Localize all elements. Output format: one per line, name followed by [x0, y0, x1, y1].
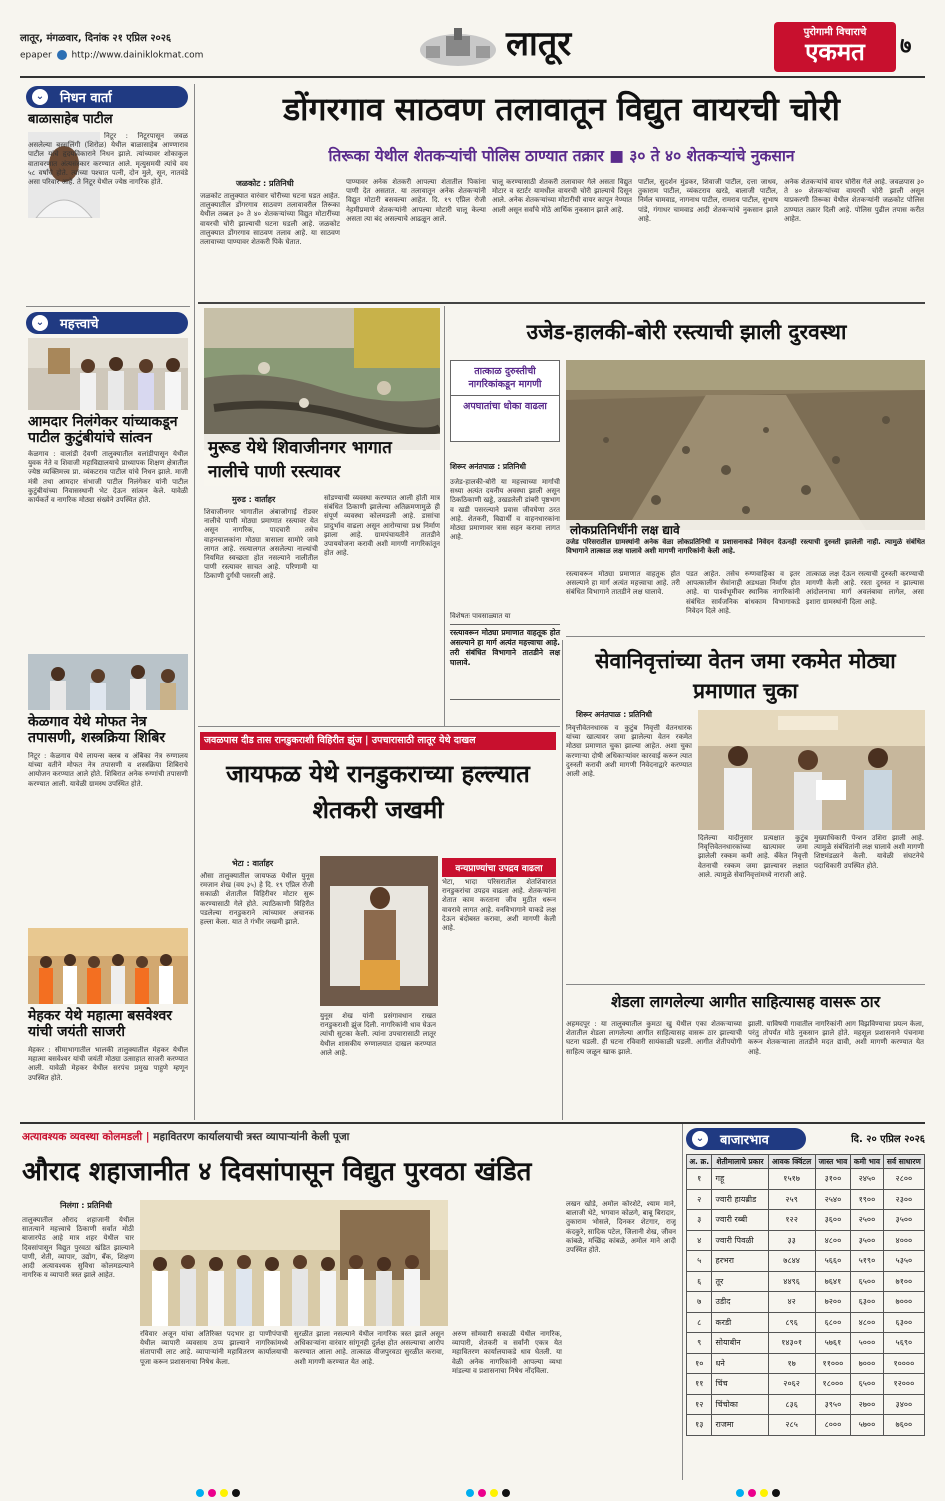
market-cell: ६५००	[851, 1374, 884, 1395]
market-cell: ७	[687, 1292, 712, 1313]
market-row	[687, 1374, 925, 1395]
market-cell: ५	[687, 1251, 712, 1272]
market-row	[687, 1292, 925, 1313]
basaveshwar-photo	[28, 928, 188, 1004]
market-cell: ६३००	[851, 1292, 884, 1313]
lead-bottom-rule	[198, 302, 925, 304]
market-cell: १	[687, 1169, 712, 1190]
murud-rule	[444, 306, 445, 726]
market-cell: ५६९०	[883, 1333, 924, 1354]
murud-col-1: शिवाजीनगर भागातील अंबाजोगाई रोडवर नालीचे पाणी मोठ्या प्रमाणात रस्त्यावर येत असून नागरिक, पादचारी तसेच वाहनचालकांना मोठ्या त्रासाला सामोरे जावे लागत आहे. रस्त्यालगत असलेल्या नाल्यांची नियमित स्वच्छता होत नसल्याने नालीतील पाणी रस्त्यावर साचत आहे. परिणामी या ठिकाणी दुर्गंधी पसरली आहे.	[204, 508, 318, 581]
market-cell: ७२००	[815, 1292, 850, 1313]
market-cell: ३१००	[815, 1169, 850, 1190]
chevron-down-icon: ⌄	[32, 315, 48, 331]
market-cell: ज्वारी रब्बी	[712, 1210, 768, 1231]
market-row	[687, 1251, 925, 1272]
market-cell: करडी	[712, 1312, 768, 1333]
murud-drain-photo	[204, 308, 440, 450]
market-cell: राजमा	[712, 1415, 768, 1436]
market-cell: ६८००	[815, 1312, 850, 1333]
lead-col-1: जळकोट तालुक्यात वारंवार चोरीच्या घटना घडत आहेत. तालुक्यातील डोंगरगाव साठवण तलावावरील तिरूका येथील तब्बल ३० ते ४० शेतकऱ्यांच्या विद्युत मोटारींच्या वायरची चोरी झाल्याची घटना घडली आहे. जळकोट तालुक्यात डोंगरगाव साठवण तलाव आहे. या साठवण तलावाच्या पाण्यावर शेतकरी पिके घेतात.	[200, 192, 340, 247]
masthead	[20, 22, 925, 74]
market-column-header: कमी भाव	[851, 1155, 884, 1169]
market-cell: ७०००	[851, 1353, 884, 1374]
chevron-down-icon: ⌄	[692, 1131, 708, 1147]
market-cell: ५०००	[851, 1333, 884, 1354]
market-cell: २५४०	[815, 1189, 850, 1210]
market-cell: ३५००	[851, 1230, 884, 1251]
market-cell: चिंच	[712, 1374, 768, 1395]
market-cell: ३	[687, 1210, 712, 1231]
market-cell: ११	[687, 1374, 712, 1395]
jaifal-injured-photo	[320, 856, 438, 1006]
market-cell: ५१९०	[851, 1251, 884, 1272]
nidhan-name: बाळासाहेब पाटील	[28, 112, 113, 127]
market-cell: ८	[687, 1312, 712, 1333]
murud-byline: मुरुड : वार्ताहर	[232, 495, 276, 504]
mahatvache-header: ⌄ महत्त्वाचे	[26, 312, 188, 334]
city-name: लातूर	[506, 24, 572, 64]
market-cell: धने	[712, 1353, 768, 1374]
market-cell: ३३	[768, 1230, 815, 1251]
lead-subhead: तिरूका येथील शेतकऱ्यांची पोलिस ठाण्यात तक्रार ■ ३० ते ४० शेतकऱ्यांचे नुकसान	[328, 147, 795, 165]
market-row	[687, 1394, 925, 1415]
market-date: दि. २० एप्रिल २०२६	[851, 1134, 925, 1145]
aurad-byline: निलंगा : प्रतिनिधी	[60, 1201, 112, 1210]
market-column-header: आवक क्विंटल	[768, 1155, 815, 1169]
epaper-line	[20, 50, 203, 61]
ujed-highlight	[450, 624, 560, 700]
market-cell: ७०००	[883, 1292, 924, 1313]
eye-camp-photo	[28, 654, 188, 710]
ujed-quote-label: विशेषतः पावसाळ्यात या	[450, 612, 511, 620]
market-column-header: जास्त भाव	[815, 1155, 850, 1169]
market-cell: तूर	[712, 1271, 768, 1292]
market-cell: १३	[687, 1415, 712, 1436]
seva-byline: शिरूर अनंतपाळ : प्रतिनिधी	[576, 710, 652, 719]
epaper-label: epaper	[20, 50, 52, 61]
eye-camp-body: निटूर : केळगाव येथे लायन्स क्लब व अंबिका नेत्र रुग्णालय यांच्या वतीने मोफत नेत्र तपासणी व शस्त्रक्रिया शिबिराचे आयोजन करण्यात आले होते. शिबिरात अनेक रुग्णांची तपासणी करण्यात आली. यावेळी ग्रामस्थ उपस्थित होते.	[28, 752, 188, 788]
aurad-col-5: लखन खोडे, अमोल कोरशेटे, श्याम माने, बालाजी थेटे, भगवान कोळगे, बाबू बिरादार, तुकाराम भोसले, दिनकर शेटगार, राजू कंदकुरे, सादिक पटेल, जिलानी शेख, जीवन कांबळे, मच्छिंद्र कांबळे, अमोल माने आदी उपस्थित होते.	[566, 1200, 676, 1255]
market-cell: ६५००	[851, 1271, 884, 1292]
brand-box	[774, 22, 896, 72]
sidebar-rule	[194, 84, 195, 1120]
nidhan-body-wrap	[28, 218, 188, 302]
ujed-col-1: रस्त्यावरून मोठ्या प्रमाणात वाहतूक होत असल्याने हा मार्ग अत्यंत महत्त्वाचा आहे. तरी संबंधित विभागाने तातडीने लक्ष घालावे.	[566, 570, 680, 597]
market-cell: ७१००	[883, 1271, 924, 1292]
seva-memorandum-photo	[698, 710, 925, 830]
jaifal-col-1: औसा तालुक्यातील जायफळ येथील युनूस रमजान शेख (वय ३५) हे दि. १९ एप्रिल रोजी सकाळी शेतातील विहिरीवर मोटार सुरू करण्यासाठी गेले होते. त्याठिकाणी विहिरीत पडलेल्या रानडुकराने त्यांच्यावर अचानक हल्ला केला. यात ते गंभीर जखमी झाले.	[200, 872, 314, 927]
market-cell: ३४००	[883, 1394, 924, 1415]
market-cell: ४०००	[883, 1230, 924, 1251]
market-row	[687, 1312, 925, 1333]
ujed-caption-title: लोकप्रतिनिधींनी लक्ष द्यावे	[566, 520, 925, 539]
market-cell: ८०००	[815, 1415, 850, 1436]
market-rule	[682, 1124, 683, 1480]
shedla-headline: शेडला लागलेल्या आगीत साहित्यासह वासरू ठार	[610, 993, 881, 1011]
nidhan-body: निटूर : निटूरपासून जवळ असलेल्या बस्सलिंगी (शिरोळ) येथील बाळासाहेब आण्णाराव पाटील यांचे हृदयविकाराने निधन झाले. त्यांच्यावर शोकाकुल वातावरणात अंत्यसंस्कार करण्यात आले. मृत्युसमयी त्यांचे वय ५८ वर्षांचे होते. त्यांच्या पश्चात पत्नी, दोन मुले, सून, नातवंडे असा परिवार आहे. ते निटूर येथील ज्येष्ठ नागरिक होते.	[28, 132, 188, 187]
aurad-kicker-red: अत्यावश्यक व्यवस्था कोलमडली	[22, 1131, 143, 1143]
market-cell: ५६६०	[815, 1251, 850, 1272]
ujed-highlight-text: रस्त्यावरून मोठ्या प्रमाणात वाहतूक होत असल्याने हा मार्ग अत्यंत महत्त्वाचा आहे. तरी संबंधित विभागाने तातडीने लक्ष घालावे.	[450, 628, 560, 667]
market-cell: २५९	[768, 1189, 815, 1210]
murud-col-2: सोडण्याची व्यवस्था करण्यात आली होती मात्र संबंधित ठिकाणी झालेल्या अतिक्रमणामुळे ही संपूर्ण व्यवस्था कोलमडली आहे. डासांचा प्रादुर्भाव वाढला असून आरोग्याचा प्रश्न निर्माण झाला आहे. ग्रामपंचायतीने तातडीने उपाययोजना करावी अशी मागणी नागरिकांतून होत आहे.	[324, 494, 440, 558]
market-cell: गहू	[712, 1169, 768, 1190]
market-cell: ११०००	[815, 1353, 850, 1374]
aurad-col-3: सुरळीत झाला नसल्याने येथील नागरिक त्रस्त झाले असून अधिकाऱ्यांना वारंवार सांगूनही दुर्लक्ष होत असल्याचा आरोप करण्यात आला आहे. तात्काळ वीजपुरवठा सुरळीत करावा, अशी मागणी करण्यात येत आहे.	[294, 1330, 444, 1366]
market-title-bar	[686, 1128, 925, 1150]
ujed-col-3: तात्काळ लक्ष देऊन रस्त्याची दुरुस्ती करण्याची मागणी केली आहे. रस्ता दुरुस्त न झाल्यास आंदोलनाचा मार्ग अवलंबावा लागेल, असा इशारा ग्रामस्थांनी दिला आहे.	[806, 570, 924, 606]
market-row	[687, 1353, 925, 1374]
market-cell: ज्वारी हायब्रीड	[712, 1189, 768, 1210]
market-cell: ४२	[768, 1292, 815, 1313]
ujed-callout-box	[450, 360, 560, 442]
aurad-headline: औराद शहाजानीत ४ दिवसांपासून विद्युत पुरवठा खंडित	[22, 1157, 532, 1187]
market-cell: ६	[687, 1271, 712, 1292]
market-cell: ८९६	[768, 1312, 815, 1333]
market-cell: १२२	[768, 1210, 815, 1231]
market-cell: १००००	[883, 1353, 924, 1374]
date-line: लातूर, मंगळवार, दिनांक २१ एप्रिल २०२६	[20, 33, 172, 44]
market-cell: ७६००	[883, 1415, 924, 1436]
market-cell: ३९५०	[815, 1394, 850, 1415]
market-cell: २८००	[883, 1169, 924, 1190]
seva-rule	[562, 640, 563, 1120]
city-emblem	[418, 24, 498, 68]
nidhan-header: ⌄ निधन वार्ता	[26, 86, 188, 108]
registration-strip	[0, 1484, 945, 1496]
market-cell: ७८४४	[768, 1251, 815, 1272]
aurad-col-2: रविवार अजून यांचा अतिरिक्त पदभार हा पाणीपंपाची येथील व्यापारी व्यवसाय ठप्प झाल्याने नागरिकांमध्ये संतापाची लाट आहे. व्यापाऱ्यांनी महावितरण कार्यालयाची पूजा करून प्रशासनाचा निषेध केला.	[140, 1330, 288, 1366]
market-cell: २०६२	[768, 1374, 815, 1395]
ujed-byline: शिरूर अनंतपाळ : प्रतिनिधी	[450, 462, 526, 471]
market-column-header: शेतीमालाचे प्रकार	[712, 1155, 768, 1169]
market-cell: ६३००	[883, 1312, 924, 1333]
eye-camp-title: केळगाव येथे मोफत नेत्र तपासणी, शस्त्रक्रिया शिबिर	[28, 714, 166, 746]
mla-visit-photo	[28, 338, 188, 410]
shedla-col-1: अहमदपूर : या तालुक्यातील कुमठा खु येथील एका शेतकऱ्याच्या शेतातील शेडला लागलेल्या आगीत साहित्यासह वासरू ठार झाल्याची घटना घडली. ही घटना रविवारी सायंकाळी घडली. आगीत शेतीपयोगी साहित्य जळून खाक झाले.	[566, 1020, 742, 1056]
bottom-section-rule	[20, 1122, 925, 1124]
jaifal-badge: वन्यप्राण्यांचा उपद्रव वाढला	[442, 858, 556, 877]
brand-tagline: पुरोगामी विचाराचे	[803, 27, 867, 38]
sidebar-divider	[26, 306, 190, 307]
market-cell: १७	[768, 1353, 815, 1374]
jaifal-col-2: युनूस शेख यांनी प्रसंगावधान राखत रानडुकराशी झुंज दिली. नागरिकांनी धाव घेऊन त्यांची सुटका केली. त्यांना उपचारासाठी लातूर येथील शासकीय रुग्णालयात दाखल करण्यात आले आहे.	[320, 1012, 436, 1057]
market-cell: ज्वारी पिवळी	[712, 1230, 768, 1251]
market-row	[687, 1169, 925, 1190]
chevron-down-icon: ⌄	[32, 89, 48, 105]
market-cell: ५७००	[851, 1415, 884, 1436]
market-cell: २	[687, 1189, 712, 1210]
market-cell: ५७६१	[815, 1333, 850, 1354]
market-cell: २५००	[851, 1210, 884, 1231]
market-cell: १२	[687, 1394, 712, 1415]
ujed-col-2: पडत आहेत. तसेच रुग्णवाहिका व इतर आपत्कालीन सेवांनाही अडथळा निर्माण होत आहे. या पार्श्वभूमीवर स्थानिक नागरिकांनी संबंधित सार्वजनिक बांधकाम विभागाकडे निवेदन दिले आहे.	[686, 570, 800, 615]
mla-visit-body: केळगाव : वालांडी देवणी तालुक्यातील वलांडीपासून येथील युवक नेते व शिवाजी महाविद्यालयाचे प्राध्यापक शिक्षण क्षेत्रातील ज्येष्ठ व्यक्तिमत्त्व प्रा. व्यंकटराव पाटील यांचे निधन झाले. माजी मंत्री तथा आमदार संभाजी पाटील निलंगेकर यांनी पाटील कुटुंबीयांच्या निवासस्थानी भेट देऊन सांत्वन केले. यावेळी कार्यकर्ते व नागरिक मोठ्या संख्येने उपस्थित होते.	[28, 450, 188, 505]
market-cell: ४४९६	[768, 1271, 815, 1292]
market-cell: ३५००	[883, 1210, 924, 1231]
jaifal-top-rule	[198, 726, 560, 727]
lead-col-3: चालू करण्यासाठी शेतकरी तलावावर गेले असता विद्युत मोटार व स्टार्टर यामधील वायरची चोरी झाल्याचे दिसून आले. अनेक शेतकऱ्यांच्या मोटारीची वायर कापून नेण्यात आली असून सर्वांचे मोठे आर्थिक नुकसान झाले आहे.	[492, 178, 632, 214]
brand-logo: एकमत	[805, 38, 865, 66]
market-cell: १०	[687, 1353, 712, 1374]
market-cell: २७००	[851, 1394, 884, 1415]
market-cell: उडीद	[712, 1292, 768, 1313]
market-column-header: सर्व साधारण	[883, 1155, 924, 1169]
market-cell: ९	[687, 1333, 712, 1354]
market-cell: १९००	[851, 1189, 884, 1210]
lead-headline: डोंगरगाव साठवण तलावातून विद्युत वायरची चोरी	[283, 90, 840, 128]
jaifal-headline: जायफळ येथे रानडुकराच्या हल्ल्यात शेतकरी जखमी	[226, 760, 530, 824]
market-cell: ४८००	[815, 1230, 850, 1251]
market-cell: ५३५०	[883, 1251, 924, 1272]
globe-icon	[57, 50, 67, 60]
lead-byline: जळकोट : प्रतिनिधी	[236, 179, 294, 188]
market-table	[686, 1154, 925, 1436]
aurad-protest-photo	[140, 1200, 448, 1326]
market-row	[687, 1210, 925, 1231]
market-cell: सोयाबीन	[712, 1333, 768, 1354]
shedla-col-2: झाली. याविषयी गावातील नागरिकांनी आग विझविण्याचा प्रयत्न केला, परंतु तोपर्यंत मोठे नुकसान झाले होते. महसूल प्रशासनाने पंचनामा करून शेतकऱ्याला तातडीने मदत द्यावी, अशी मागणी करण्यात येत आहे.	[748, 1020, 924, 1056]
ujed-callout-1: तात्काळ दुरुस्तीची नागरिकांकडून मागणी	[468, 366, 542, 390]
market-row	[687, 1415, 925, 1436]
market-cell: ४	[687, 1230, 712, 1251]
market-cell: १४३०१	[768, 1333, 815, 1354]
market-cell: ८३६	[768, 1394, 815, 1415]
shedla-top-rule	[566, 984, 925, 985]
masthead-rule	[20, 76, 925, 78]
basaveshwar-body: मेहकर : सीमाभागातील भालकी तालुक्यातील मेहकर येथील महात्मा बसवेश्वर यांची जयंती मोठ्या उत्साहात साजरी करण्यात आली. यावेळी मेहकर येथील सरपंच प्रमुख पाहुणे म्हणून उपस्थित होते.	[28, 1046, 188, 1082]
aurad-col-1: तालुक्यातील औराद शहाजानी येथील सातत्याने महत्त्वाचे ठिकाणी सर्वात मोठी बाजारपेठ आहे मात्र शहर येथील चार दिवसांपासून विद्युत पुरवठा खंडित झाल्याने पाणी, शेती, व्यापार, उद्योग, बँक, शिक्षण आदी अत्यावश्यक सुविधा कोलमडल्याने नागरिक व व्यापारी त्रस्त झाले आहेत.	[22, 1216, 134, 1280]
market-title: ⌄ बाजारभाव	[686, 1128, 806, 1150]
jaifal-kicker: जवळपास दीड तास रानडुकराशी विहिरीत झुंज | उपचारासाठी लातूर येथे दाखल	[200, 732, 556, 750]
jaifal-byline: भेटा : वार्ताहर	[232, 859, 274, 868]
market-box	[686, 1128, 925, 1478]
market-cell: २८५	[768, 1415, 815, 1436]
ujed-caption: उजेड परिसरातील ग्रामस्थांनी अनेक वेळा लोकप्रतिनिधी व प्रशासनाकडे निवेदन देऊनही रस्त्याची दुरुस्ती झालेली नाही. त्यामुळे संबंधित विभागाने तात्काळ लक्ष घालावे अशी मागणी नागरिकांनी केली आहे.	[566, 538, 925, 556]
ujed-body: उजेड-हालकी-बोरी या महत्त्वाच्या मार्गाची सध्या अत्यंत दयनीय अवस्था झाली असून ठिकठिकाणी खड्डे, उखडलेली डांबरी पृष्ठभाग व खडी पसरल्याने प्रवास जीवघेणा ठरत आहे. शेतकरी, विद्यार्थी व वाहनधारकांना मोठ्या प्रमाणावर त्रास सहन करावा लागत आहे.	[450, 478, 560, 542]
mla-visit-title: आमदार निलंगेकर यांच्याकडून पाटील कुटुंबीयांचे सांत्वन	[28, 414, 178, 446]
market-cell: हरभरा	[712, 1251, 768, 1272]
epaper-url[interactable]: http://www.dainiklokmat.com	[71, 50, 204, 61]
market-column-header: अ. क्र.	[687, 1155, 712, 1169]
market-cell: २३००	[883, 1189, 924, 1210]
market-row	[687, 1230, 925, 1251]
market-cell: ४८००	[851, 1312, 884, 1333]
seva-col-3: मुख्याधिकारी पेन्शन उशिरा झाली आहे. त्यामुळे संबंधितांनी लक्ष घालावे अशी मागणी शिष्टमंडळाने केली. यावेळी संघटनेचे पदाधिकारी उपस्थित होते.	[814, 834, 924, 870]
seva-col-1: निवृत्तीवेतनधारक व कुटुंब निवृत्ती वेतनधारक यांच्या खात्यावर जमा झालेल्या वेतन रकमेत मोठ्या प्रमाणात चुका झाल्या आहेत. अशा चुका करणाऱ्या दोषी अधिकाऱ्यांवर कारवाई करून त्यात दुरुस्ती करावी अशी मागणी निवेदनाद्वारे करण्यात आली आहे.	[566, 724, 692, 779]
market-row	[687, 1189, 925, 1210]
ujed-headline: उजेड-हालकी-बोरी रस्त्याची झाली दुरवस्था	[526, 320, 847, 344]
jaifal-col-3: भेटा, भादा परिसरातील शेतशिवारात रानडुकरांचा उपद्रव वाढला आहे. शेतकऱ्यांना शेतात काम करताना जीव मुठीत धरून वावरावे लागत आहे. वनविभागाने याकडे लक्ष देऊन बंदोबस्त करावा, अशी मागणी केली आहे.	[442, 878, 556, 933]
market-cell: ७६४१	[815, 1271, 850, 1292]
ujed-callout-2: अपघातांचा धोका वाढला	[463, 401, 547, 412]
lead-col-4: पाटील, सुदर्शन मुंडकर, शिवाजी पाटील, दत्ता जाधव, तुकाराम पाटील, व्यंकटराव खरडे, बालाजी पाटील, निर्मल चामवाड, नागनाथ पाटील, रामराव पाटील, सुभाष पांडे, गंगाधर चामवाड आदी शेतकऱ्यांचे नुकसान झाले आहे.	[638, 178, 778, 223]
basaveshwar-title: मेहकर येथे महात्मा बसवेश्वर यांची जयंती साजरी	[28, 1008, 173, 1040]
market-cell: १८०००	[815, 1374, 850, 1395]
market-cell: चिंचोका	[712, 1394, 768, 1415]
ujed-road-photo	[566, 360, 925, 530]
page-number: ७	[900, 34, 912, 59]
aurad-kicker: अत्यावश्यक व्यवस्था कोलमडली | महावितरण कार्यालयाची त्रस्त व्यापाऱ्यांनी केली पूजा	[22, 1131, 350, 1143]
market-row	[687, 1271, 925, 1292]
lead-col-5: अनेक शेतकऱ्यांचे वायर चोरीस गेले आहे. जवळपास ३० ते ४० शेतकऱ्यांच्या वायरची चोरी झाली असून याप्रकरणी तिरूका येथील शेतकऱ्यांनी जळकोट पोलिस ठाण्यात तक्रार दिली आहे. पोलिस पुढील तपास करीत आहेत.	[784, 178, 924, 223]
aurad-col-4: अरुण सोमवारी सकाळी येथील नागरिक, व्यापारी, शेतकरी व सर्वांनी एकत्र येत महावितरण कार्यालयाकडे धाव घेतली. या वेळी अनेक नागरिकांनी आपल्या व्यथा मांडल्या व प्रशासनाचा निषेध नोंदविला.	[452, 1330, 562, 1375]
market-cell: ३६००	[815, 1210, 850, 1231]
seva-col-2: दिलेल्या यादीनुसार प्रत्यक्षात कुटुंब निवृत्तिवेतनधारकांच्या खात्यावर जमा झालेली रक्कम कमी आहे. बँकेत निवृत्ती वेतनाची रक्कम जमा झाल्यावर लक्षात आले. त्यामुळे सेवानिवृत्तांमध्ये नाराजी आहे.	[698, 834, 808, 879]
murud-headline: मुरूड येथे शिवाजीनगर भागात नालीचे पाणी रस्त्यावर	[204, 434, 440, 486]
market-row	[687, 1333, 925, 1354]
seva-headline: सेवानिवृत्तांच्या वेतन जमा रकमेत मोठ्या प्रमाणात चुका	[595, 649, 896, 703]
market-cell: १५१७	[768, 1169, 815, 1190]
ujed-bottom-rule	[566, 636, 925, 637]
market-cell: १२०००	[883, 1374, 924, 1395]
lead-col-2: पाण्यावर अनेक शेतकरी आपल्या शेतातील पिकांना पाणी देत असतात. या तलावातून अनेक शेतकऱ्यांनी विद्युत मोटारी बसवल्या आहेत. दि. १९ एप्रिल रोजी नेहमीप्रमाणे शेतकऱ्यांनी आपल्या मोटारी चालू केल्या असता त्या बंद असल्याचे आढळून आले.	[346, 178, 486, 223]
aurad-kicker-rest: महावितरण कार्यालयाची त्रस्त व्यापाऱ्यांनी केली पूजा	[153, 1131, 350, 1143]
market-cell: २४५०	[851, 1169, 884, 1190]
